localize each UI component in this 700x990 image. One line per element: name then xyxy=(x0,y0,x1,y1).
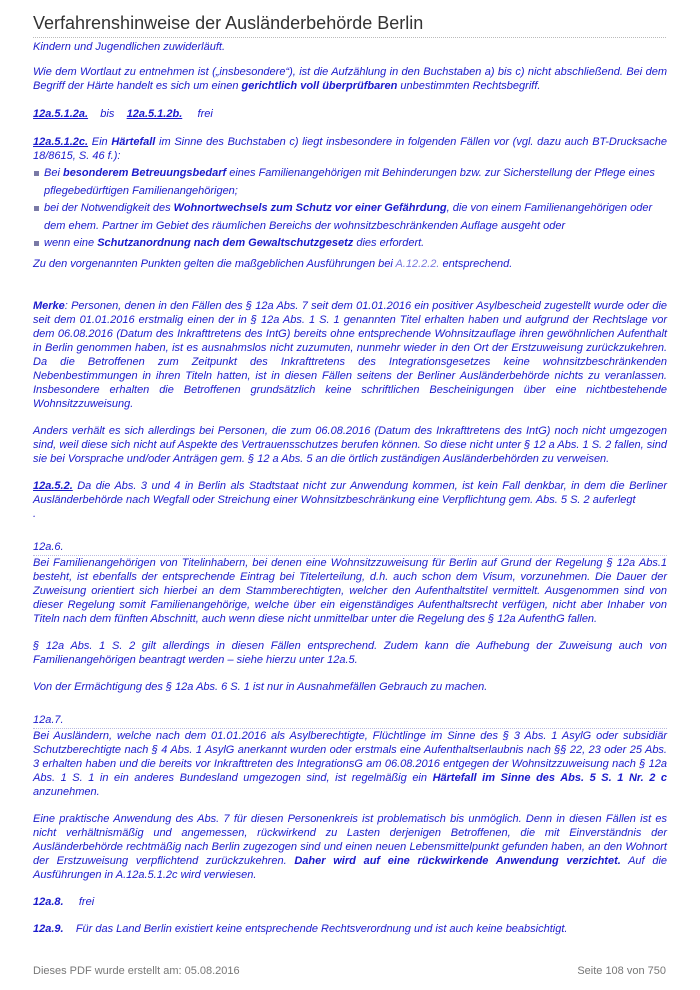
paragraph: Bei Ausländern, welche nach dem 01.01.2016 als Asylberechtigte, Flüchtlinge im Sinne des § 3 Abs. 1 AsylG oder subsidiär Schutzberechtigte nach § 4 Abs. 1 AsylG anerkannt wurden oder erstmals eine Aufenthaltserlaubnis nach §§ 22, 23 oder 25 Abs. 3 erhalten haben und die bereits vor Inkrafttreten des IntegrationsG am 06.08.2016 entgegen der Wohnsitzzuweisung nach § 12a Abs. 1 S. 1 in ein anderes Bundesland umgezogen sind, ist regelmäßig ein Härtefall im Sinne des Abs. 5 S. 1 Nr. 2 c anzunehmen. xyxy=(33,729,667,798)
section-heading-12a-6: 12a.6. xyxy=(33,540,667,556)
paragraph: 12a.5.1.2c. Ein Härtefall im Sinne des Buchstaben c) liegt insbesondere in folgenden Fällen vor (vgl. dazu auch BT-Drucksache 18/8615, S. 46 f.): xyxy=(33,136,667,162)
bullet-list xyxy=(33,165,667,253)
section-12a-9: 12a.9. Für das Land Berlin existiert keine entsprechende Rechtsverordnung und ist auch keine beabsichtigt. xyxy=(33,922,568,935)
bold-text: Härtefall xyxy=(111,136,156,148)
paragraph: 12a.5.2. Da die Abs. 3 und 4 in Berlin als Stadtstaat nicht zur Anwendung kommen, ist kein Fall denkbar, in dem die Berliner Ausländerbehörde nach Wegfall oder Streichung einer Wohnsitzbeschränkung eine Verpflichtung gem. Abs. 5 S. 2 auferlegt . xyxy=(33,479,667,520)
section-link-12a-5-1-2c[interactable]: 12a.5.1.2c. xyxy=(33,136,89,148)
page-footer xyxy=(33,965,666,977)
section-heading-12a-8: 12a.8. xyxy=(33,895,64,908)
paragraph: Von der Ermächtigung des § 12a Abs. 6 S. 1 ist nur in Ausnahmefällen Gebrauch zu machen. xyxy=(33,680,488,693)
section-heading-12a-7: 12a.7. xyxy=(33,713,667,729)
bullet-icon xyxy=(34,171,39,176)
paragraph: Eine praktische Anwendung des Abs. 7 für diesen Personenkreis ist problematisch bis unmöglich. Denn in diesen Fällen ist es nicht verhältnismäßig und angemessen, rückwirkend zu Lasten derjenigen Betroffenen, die mit Einverständnis der Ausländerbehörde rechtmäßig nach Berlin zugezogen sind und einen neuen Lebensmittelpunkt gefunden haben, an den Wohnort der Erstzuweisung verpflichtend zurückzukehren. Daher wird auf eine rückwirkende Anwendung verzichtet. Auf die Ausführungen in A.12a.5.1.2c wird verwiesen. xyxy=(33,812,668,881)
section-link-12a-5-2[interactable]: 12a.5.2. xyxy=(33,479,73,492)
page-number: Seite 108 von 750 xyxy=(577,965,666,977)
reference-link[interactable]: A.12.2.2. xyxy=(395,257,440,270)
section-link-12a-5-1-2a[interactable]: 12a.5.1.2a. xyxy=(33,108,89,120)
bullet-icon xyxy=(34,241,39,246)
section-link-12a-5-1-2b[interactable]: 12a.5.1.2b. xyxy=(126,108,183,120)
page-title: Verfahrenshinweise der Ausländerbehörde Berlin xyxy=(33,12,666,38)
paragraph: Kindern und Jugendlichen zuwiderläuft. xyxy=(33,41,226,53)
list-item: bei der Notwendigkeit des Wohnortwechsels zum Schutz vor einer Gefährdung, die von einem Familienangehörigen oder dem ehem. Partner im Gebiet des räumlichen Bereichs der wohnsitzbeschränkenden Auflage ausgeht oder xyxy=(33,200,667,235)
paragraph: Anders verhält es sich allerdings bei Personen, die zum 06.08.2016 (Datum des Inkrafttretens des IntG) noch nicht umgezogen sind, weil diese sich nicht auf Aspekte des Vertrauensschutzes berufen können. So diese nicht unter § 12 a Abs. 1 S. 2 fallen, sind sie bei Vorsprache und/oder Anträgen gem. § 12 a Abs. 5 an die örtlich zuständigen Ausländerbehörden zu verweisen. xyxy=(33,424,667,465)
creation-date: Dieses PDF wurde erstellt am: 05.08.2016 xyxy=(33,965,240,977)
paragraph: Wie dem Wortlaut zu entnehmen ist („insbesondere“), ist die Aufzählung in den Buchstaben a) bis c) nicht abschließend. Bei dem Begriff der Härte handelt es sich um einen gerichtlich voll überprüfbaren unbestimmten Rechtsbegriff. xyxy=(33,66,667,92)
paragraph: Bei Familienangehörigen von Titelinhabern, bei denen eine Wohnsitzzuweisung für Berlin auf Grund der Regelung § 12a Abs.1 besteht, ist ebenfalls der entsprechende Eintrag bei Titelerteilung, d.h. auch schon dem Visum, vorzunehmen. Die Dauer der Zuweisung orientiert sich hierbei an dem Stammberechtigten, welcher den Aufenthaltstitel vermittelt. Ausgenommen sind von dieser Regelung somit Familienangehörige, welche über ein eigenständiges Aufenthaltsrecht verfügen, nicht aber Inhaber von Titeln nach dem fünften Abschnitt, auch wenn diese nicht unmittelbar unter die Regelung des § 12a AufenthG fallen. xyxy=(33,556,667,625)
section-12a-8: 12a.8. frei xyxy=(33,895,95,908)
list-item: wenn eine Schutzanordnung nach dem Gewaltschutzgesetz dies erfordert. xyxy=(33,235,667,253)
section-heading-12a-9: 12a.9. xyxy=(33,922,64,935)
merke-paragraph: Merke: Personen, denen in den Fällen des § 12a Abs. 7 seit dem 01.01.2016 ein positiver Asylbescheid zugestellt wurde oder die seit dem 01.01.2016 erstmalig einen der in § 12a Abs. 1 S. 1 genannten Titel erhalten haben und aufgrund der Rechtslage vor dem 06.08.2016 (Datum des Inkrafttretens des IntG) bereits ohne entsprechende Wohnsitzauflage ihren gewöhnlichen Aufenthalt in Berlin genommen haben, ist es ausnahmslos nicht zuzumuten, nunmehr wieder in den Ort der Erstzuweisung zurückzukehren. Da die Betroffenen zum Zeitpunkt des Inkrafttretens des Integrationsgesetzes keine wohnsitzbeschränkenden Nebenbestimmungen in ihren Titeln hatten, ist in diesen Fällen seitens der Berliner Ausländerbehörde nichts zu veranlassen. Insbesondere erhalten die Betroffenen grundsätzlich keine schriftlichen Bescheinigungen über eine nichtbestehende Wohnsitzzuweisung. xyxy=(33,299,667,410)
list-item: Bei besonderem Betreuungsbedarf eines Familienangehörigen mit Behinderungen bzw. zur Sicherstellung der Pflege eines pflegebedürftigen Familienangehörigen; xyxy=(33,165,667,200)
merke-label: Merke xyxy=(33,299,65,312)
document-body xyxy=(33,40,667,936)
paragraph: 12a.5.1.2a. bis 12a.5.1.2b. frei xyxy=(33,108,213,120)
paragraph: Zu den vorgenannten Punkten gelten die maßgeblichen Ausführungen bei A.12.2.2. entsprechend. xyxy=(33,257,513,270)
bold-text: gerichtlich voll überprüfbaren xyxy=(241,80,398,92)
bullet-icon xyxy=(34,206,39,211)
paragraph: § 12a Abs. 1 S. 2 gilt allerdings in diesen Fällen entsprechend. Zudem kann die Aufhebung der Zuweisung auch von Familienangehörigen beantragt werden – siehe hierzu unter 12a.5. xyxy=(33,639,667,666)
